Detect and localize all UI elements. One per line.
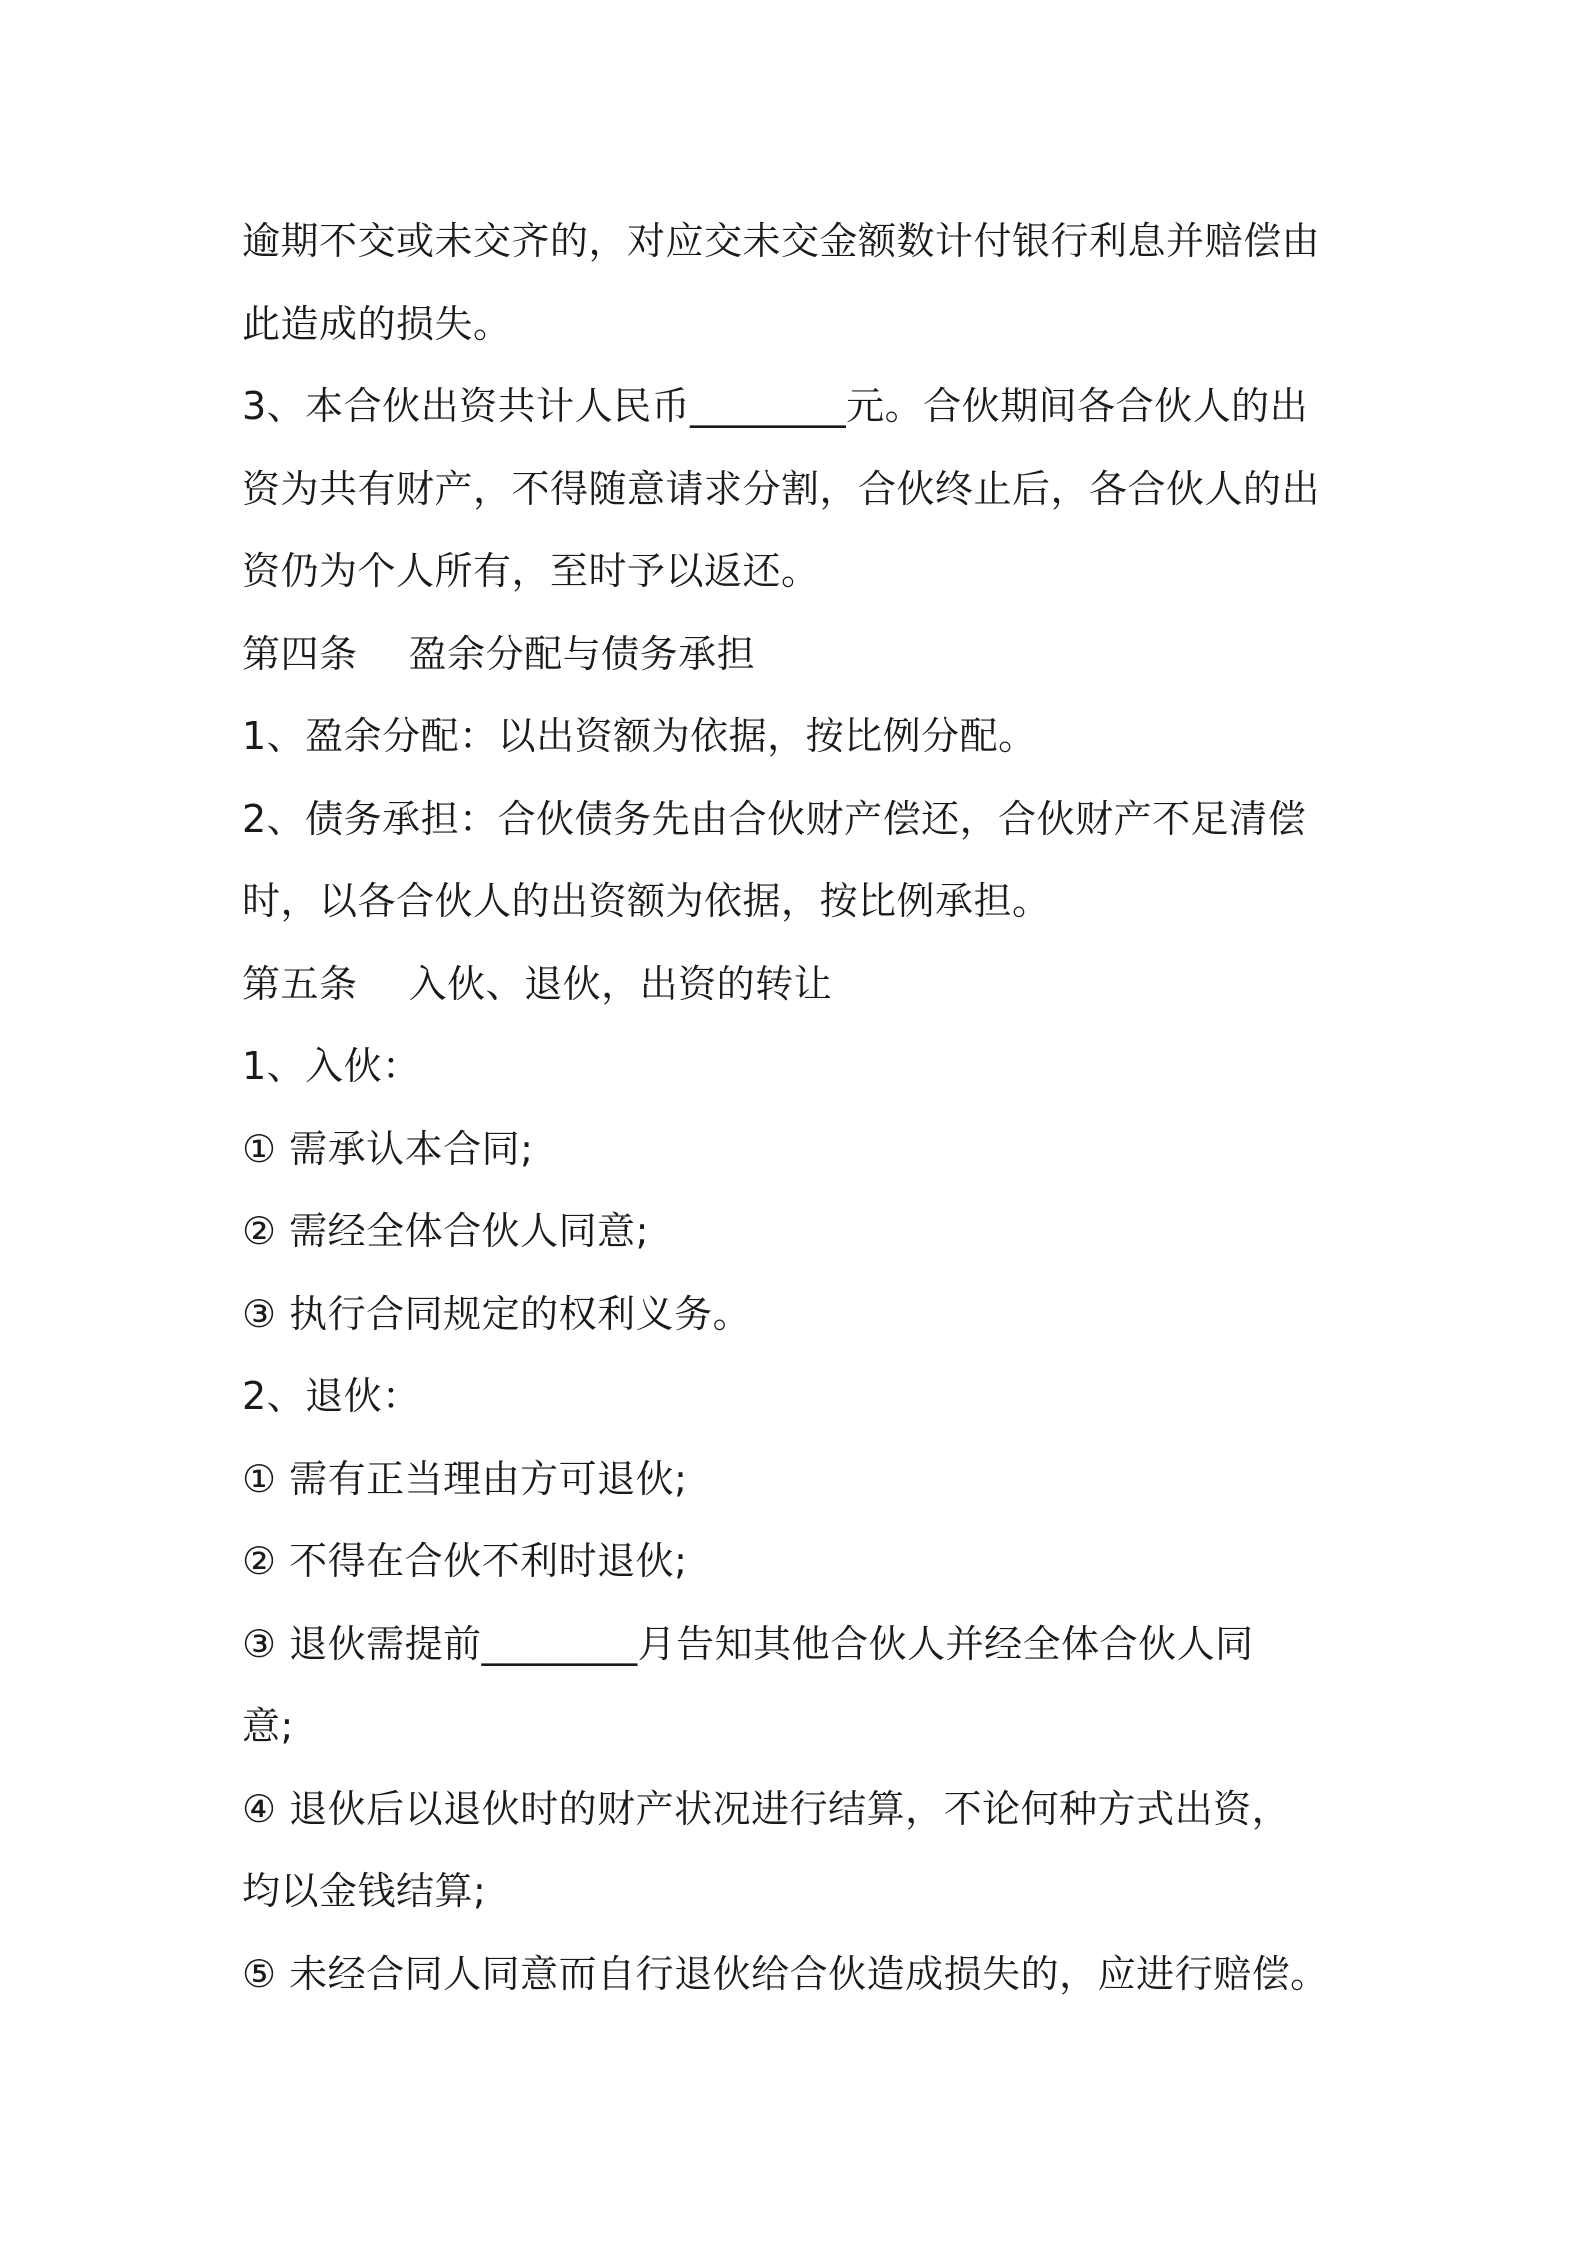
- list-item: ⑤ 未经合同人同意而自行退伙给合伙造成损失的，应进行赔偿。: [242, 1951, 1329, 1996]
- text-line: 时，以各合伙人的出资额为依据，按比例承担。: [242, 879, 1051, 923]
- list-item: ③ 退伙需提前________月告知其他合伙人并经全体合伙人同: [242, 1621, 1254, 1666]
- article-5-heading: 第五条 入伙、退伙，出资的转让: [242, 961, 833, 1006]
- list-item: ① 需承认本合同;: [242, 1126, 534, 1171]
- text-line: 均以金钱结算;: [242, 1869, 487, 1913]
- text-line: 资仍为个人所有，至时予以返还。: [242, 549, 820, 593]
- article-4-heading: 第四条 盈余分配与债务承担: [242, 631, 756, 676]
- clause-4-1-line: 1、盈余分配：以出资额为依据，按比例分配。: [242, 714, 1037, 758]
- clause-3-line: 3、本合伙出资共计人民币________元。合伙期间各合伙人的出: [242, 384, 1309, 428]
- list-item: ① 需有正当理由方可退伙;: [242, 1456, 688, 1501]
- list-item: ④ 退伙后以退伙时的财产状况进行结算，不论何种方式出资，: [242, 1786, 1291, 1831]
- list-item: ② 不得在合伙不利时退伙;: [242, 1539, 688, 1583]
- clause-5-2-heading: 2、退伙：: [242, 1374, 421, 1418]
- text-line: 意;: [242, 1704, 294, 1748]
- text-line: 逾期不交或未交齐的，对应交未交金额数计付银行利息并赔偿由: [242, 219, 1321, 263]
- text-line: 资为共有财产，不得随意请求分割，合伙终止后，各合伙人的出: [242, 466, 1321, 511]
- clause-4-2-line: 2、债务承担：合伙债务先由合伙财产偿还，合伙财产不足清偿: [242, 796, 1307, 841]
- document-body: [242, 200, 1392, 2015]
- clause-5-1-heading: 1、入伙：: [242, 1044, 421, 1088]
- list-item: ③ 执行合同规定的权利义务。: [242, 1291, 752, 1336]
- list-item: ② 需经全体合伙人同意;: [242, 1209, 649, 1253]
- text-line: 此造成的损失。: [242, 301, 512, 346]
